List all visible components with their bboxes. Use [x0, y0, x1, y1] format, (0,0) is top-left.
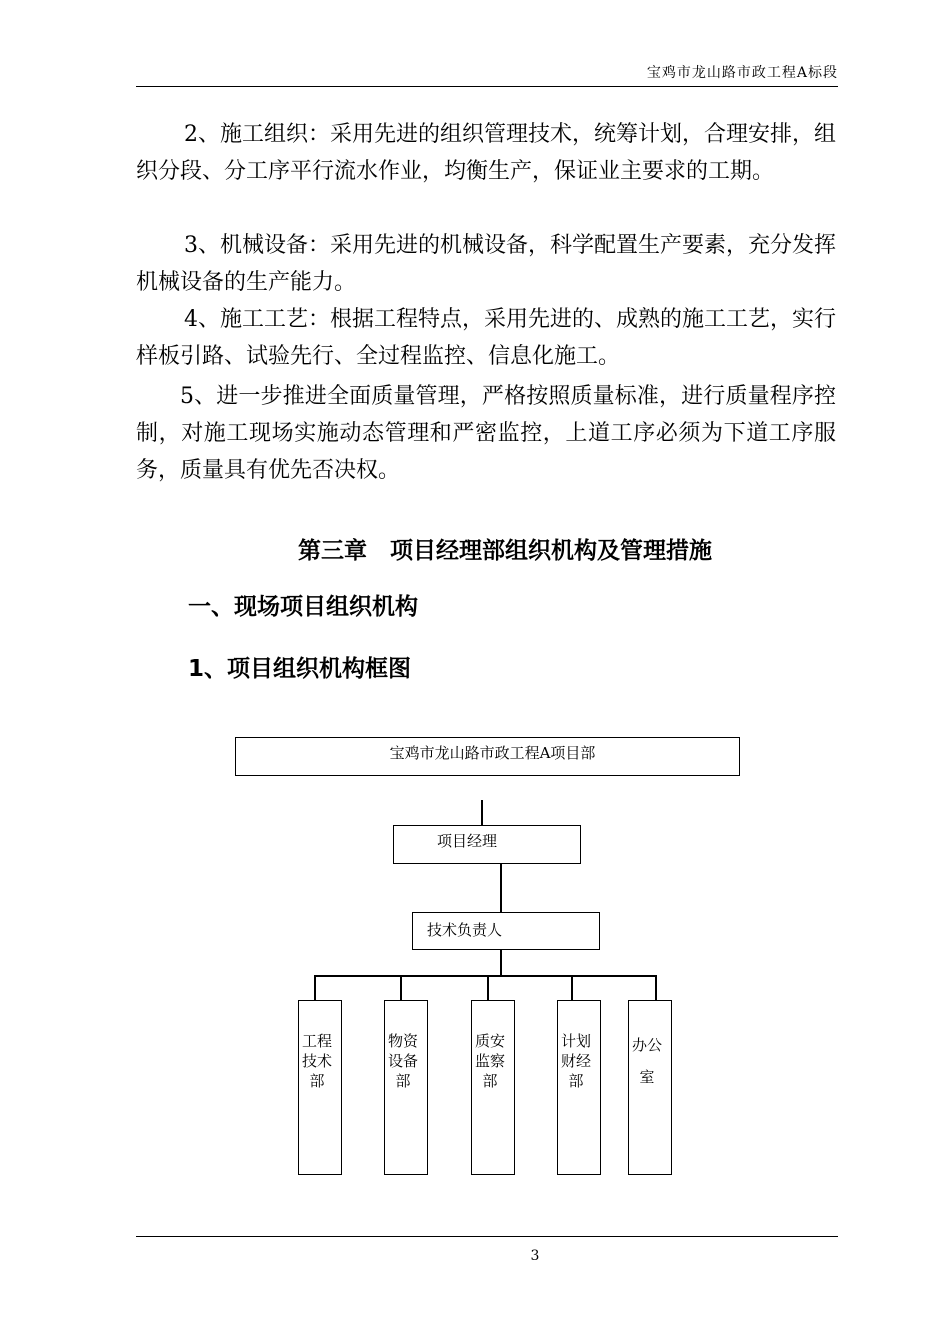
paragraph-process: 4、施工工艺：根据工程特点，采用先进的、成熟的施工工艺，实行样板引路、试验先行、全过程监控、信息化施工。: [136, 307, 836, 369]
org-box-finance-dept: [557, 1000, 601, 1175]
connector-manager-tech: [500, 864, 502, 912]
connector-tech-branch: [500, 950, 502, 975]
org-label-project-manager: 项目经理: [436, 832, 497, 850]
paragraph-construction-organization: 2、施工组织：采用先进的组织管理技术，统筹计划，合理安排，组织分段、分工序平行流水作业，均衡生产，保证业主要求的工期。: [136, 122, 836, 184]
org-box-safety-dept: [471, 1000, 515, 1175]
page-number: 3: [530, 1248, 540, 1264]
org-label-materials-dept: 物资设备部: [387, 1032, 418, 1090]
connector-top-manager: [481, 800, 483, 825]
footer-rule: [136, 1236, 838, 1237]
org-box-engineering-dept: [298, 1000, 342, 1175]
branch-bar: [314, 975, 656, 977]
org-label-tech-lead: 技术负责人: [427, 921, 503, 939]
org-label-safety-dept: 质安监察部: [474, 1032, 505, 1090]
connector-dept-4: [571, 975, 573, 1000]
page-header-title: 宝鸡市龙山路市政工程A标段: [646, 65, 838, 81]
org-box-project-department: [235, 737, 740, 776]
paragraph-quality-management: 5、进一步推进全面质量管理，严格按照质量标准，进行质量程序控制，对施工现场实施动态管理和严密监控，上道工序必须为下道工序服务，质量具有优先否决权。: [136, 384, 836, 483]
org-label-project-department: 宝鸡市龙山路市政工程A项目部: [389, 744, 596, 762]
org-box-project-manager: [393, 825, 581, 864]
org-box-materials-dept: [384, 1000, 428, 1175]
org-label-finance-dept: 计划财经部: [560, 1032, 591, 1090]
connector-dept-3: [487, 975, 489, 1000]
connector-dept-1: [314, 975, 316, 1000]
connector-dept-2: [400, 975, 402, 1000]
org-box-tech-lead: [412, 912, 600, 950]
org-label-office: 办公室: [631, 1036, 662, 1086]
org-box-office: [628, 1000, 672, 1175]
section-title: 一、现场项目组织机构: [188, 594, 418, 620]
chapter-title: 第三章 项目经理部组织机构及管理措施: [298, 538, 712, 564]
subsection-title: 1、项目组织机构框图: [188, 656, 412, 682]
header-rule: [136, 86, 838, 87]
connector-dept-5: [655, 975, 657, 1000]
paragraph-machinery: 3、机械设备：采用先进的机械设备，科学配置生产要素，充分发挥机械设备的生产能力。: [136, 233, 836, 295]
org-label-engineering-dept: 工程技术部: [301, 1032, 332, 1090]
